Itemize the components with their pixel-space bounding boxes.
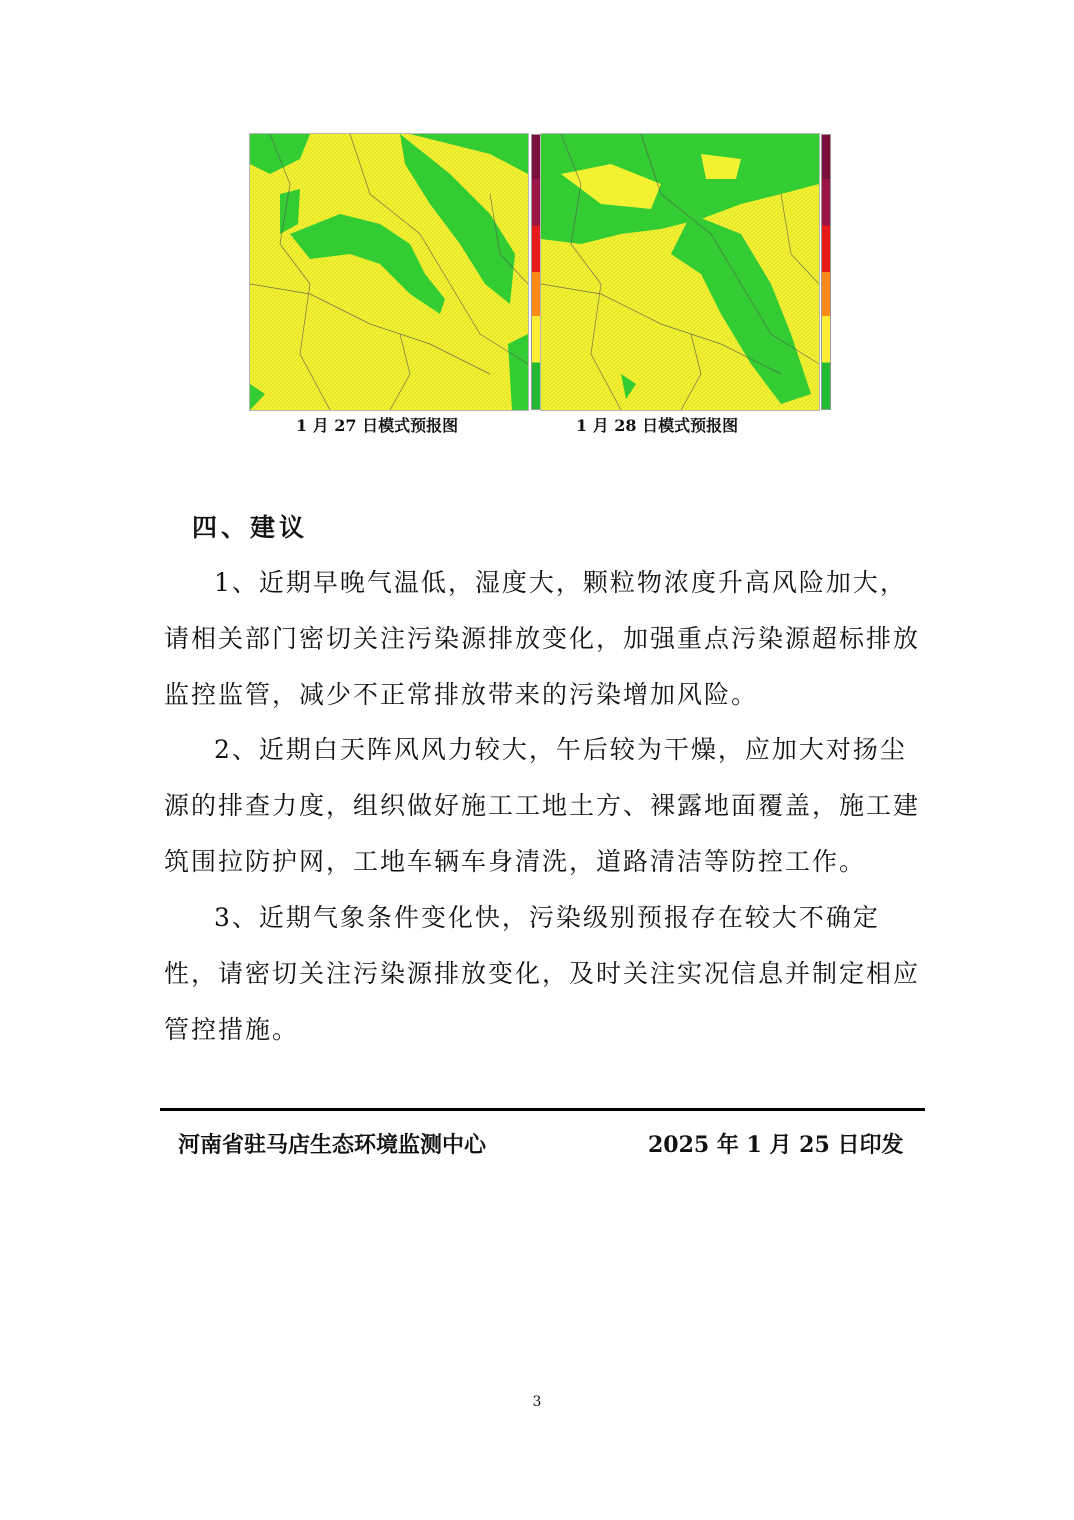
forecast-map-jan27 [249, 133, 529, 411]
section-heading: 四、建议 [192, 513, 309, 542]
issue-date: 2025 年 1 月 25 日印发 [648, 1132, 904, 1158]
paragraph-3: 3、近期气象条件变化快，污染级别预报存在较大不确定性，请密切关注污染源排放变化，及时关注实况信息并制定相应管控措施。 [164, 903, 921, 1044]
pollution-colorbar-2 [821, 134, 831, 410]
issuer-name: 河南省驻马店生态环境监测中心 [178, 1132, 487, 1158]
paragraph-1: 1、近期早晚气温低，湿度大，颗粒物浓度升高风险加大，请相关部门密切关注污染源排放变化，加强重点污染源超标排放监控监管，减少不正常排放带来的污染增加风险。 [164, 568, 921, 709]
paragraph-2: 2、近期白天阵风风力较大，午后较为干燥，应加大对扬尘源的排查力度，组织做好施工工地土方、裸露地面覆盖，施工建筑围拉防护网，工地车辆车身清洗，道路清洁等防控工作。 [164, 735, 921, 876]
page-number: 3 [532, 1394, 542, 1410]
footer-divider [160, 1108, 925, 1111]
figure-caption-jan28: 1 月 28 日模式预报图 [576, 416, 739, 435]
figure-caption-jan27: 1 月 27 日模式预报图 [296, 416, 459, 435]
forecast-map-jan28 [540, 133, 820, 411]
